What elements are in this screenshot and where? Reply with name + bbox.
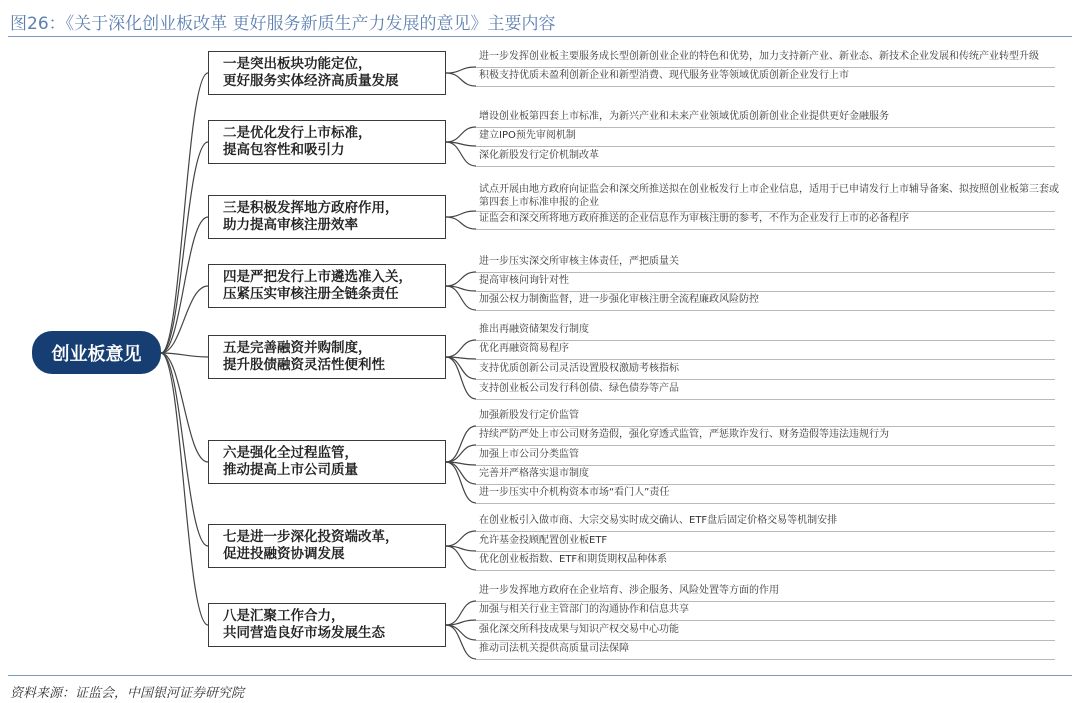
category-line-2: 提高包容性和吸引力 — [223, 142, 345, 158]
leaf-connector — [446, 625, 476, 640]
source-note: 资料来源：证监会，中国银河证券研究院 — [10, 686, 245, 701]
leaf-underline — [476, 166, 1055, 167]
bottom-divider — [8, 675, 1072, 676]
leaf-underline — [476, 86, 1055, 87]
leaf-item: 进一步压实深交所审核主体责任，严把质量关 — [479, 256, 679, 267]
category-line-1: 六是强化全过程监管， — [223, 445, 358, 461]
leaf-underline — [476, 340, 1055, 341]
root-connector — [161, 353, 208, 625]
category-line-2: 推动提高上市公司质量 — [223, 462, 358, 478]
leaf-underline — [476, 465, 1055, 466]
leaf-connector — [446, 67, 476, 73]
leaf-item: 深化新股发行定价机制改革 — [479, 150, 599, 161]
leaf-underline — [476, 67, 1055, 68]
category-line-1: 八是汇聚工作合力， — [223, 608, 345, 624]
leaf-item: 进一步发挥地方政府在企业培育、涉企服务、风险处置等方面的作用 — [479, 585, 779, 596]
leaf-connector — [446, 531, 476, 546]
leaf-item: 允许基金投顾配置创业板ETF — [479, 535, 608, 546]
leaf-underline — [476, 484, 1055, 485]
leaf-underline — [476, 551, 1055, 552]
category-line-1: 五是完善融资并购制度， — [223, 340, 372, 356]
leaf-item: 加强上市公司分类监管 — [479, 449, 579, 460]
root-connector — [161, 73, 208, 353]
leaf-connector — [446, 73, 476, 86]
leaf-underline — [476, 359, 1055, 360]
category-line-2: 压紧压实审核注册全链条责任 — [223, 286, 399, 302]
leaf-item: 完善并严格落实退市制度 — [479, 468, 589, 479]
root-connector — [161, 217, 208, 353]
leaf-item: 推动司法机关提供高质量司法保障 — [479, 643, 629, 654]
leaf-item: 试点开展由地方政府向证监会和深交所推送拟在创业板发行上市企业信息，适用于已申请发行上市辅导备案、拟按照创业板第三套或第四套上市标准申报的企业 — [479, 184, 1059, 208]
leaf-underline — [476, 426, 1055, 427]
leaf-connector — [446, 211, 476, 217]
leaf-item: 建立IPO预先审阅机制 — [479, 130, 576, 141]
leaf-underline — [476, 146, 1055, 147]
leaf-underline — [476, 229, 1055, 230]
leaf-underline — [476, 570, 1055, 571]
category-line-1: 二是优化发行上市标准， — [223, 125, 372, 141]
leaf-connector — [446, 625, 476, 659]
category-line-1: 一是突出板块功能定位， — [223, 56, 372, 72]
leaf-underline — [476, 659, 1055, 660]
category-node — [208, 264, 446, 308]
leaf-underline — [476, 620, 1055, 621]
category-line-2: 助力提高审核注册效率 — [223, 217, 358, 233]
leaf-underline — [476, 399, 1055, 400]
leaf-item: 加强新股发行定价监管 — [479, 410, 579, 421]
leaf-underline — [476, 127, 1055, 128]
leaf-item: 加强公权力制衡监督，进一步强化审核注册全流程廉政风险防控 — [479, 294, 759, 305]
root-connector — [161, 142, 208, 353]
category-node — [208, 524, 446, 568]
category-line-1: 四是严把发行上市遴选准入关， — [223, 269, 412, 285]
leaf-underline — [476, 310, 1055, 311]
leaf-item: 优化再融资简易程序 — [479, 343, 569, 354]
leaf-item: 进一步发挥创业板主要服务成长型创新创业企业的特色和优势，加力支持新产业、新业态、新技术企业发展和传统产业转型升级 — [479, 51, 1039, 62]
leaf-underline — [476, 503, 1055, 504]
leaf-underline — [476, 211, 1055, 212]
leaf-connector — [446, 601, 476, 625]
category-node — [208, 120, 446, 164]
leaf-item: 强化深交所科技成果与知识产权交易中心功能 — [479, 624, 679, 635]
leaf-connector — [446, 445, 476, 462]
leaf-connector — [446, 357, 476, 379]
leaf-underline — [476, 272, 1055, 273]
leaf-item: 积极支持优质未盈利创新企业和新型消费、现代服务业等领域优质创新企业发行上市 — [479, 70, 849, 81]
leaf-item: 支持创业板公司发行科创债、绿色债券等产品 — [479, 383, 679, 394]
leaf-underline — [476, 291, 1055, 292]
leaf-connector — [446, 340, 476, 357]
leaf-connector — [446, 426, 476, 462]
category-line-2: 提升股债融资灵活性便利性 — [223, 357, 385, 373]
leaf-item: 进一步压实中介机构资本市场“看门人”责任 — [479, 487, 670, 498]
leaf-item: 增设创业板第四套上市标准，为新兴产业和未来产业领域优质创新创业企业提供更好金融服务 — [479, 111, 889, 122]
category-node — [208, 195, 446, 239]
leaf-connector — [446, 286, 476, 310]
leaf-underline — [476, 640, 1055, 641]
leaf-item: 加强与相关行业主管部门的沟通协作和信息共享 — [479, 604, 689, 615]
leaf-item: 支持优质创新公司灵活设置股权激励考核指标 — [479, 363, 679, 374]
category-node — [208, 51, 446, 95]
leaf-connector — [446, 620, 476, 625]
category-node — [208, 603, 446, 647]
leaf-connector — [446, 462, 476, 503]
leaf-underline — [476, 531, 1055, 532]
category-node — [208, 440, 446, 484]
category-line-2: 共同营造良好市场发展生态 — [223, 625, 385, 641]
root-connector — [161, 353, 208, 357]
leaf-connector — [446, 546, 476, 570]
leaf-item: 提高审核问询针对性 — [479, 275, 569, 286]
leaf-item: 持续严防严处上市公司财务造假，强化穿透式监管，严惩欺诈发行、财务造假等违法违规行为 — [479, 429, 889, 440]
category-node — [208, 335, 446, 379]
leaf-underline — [476, 379, 1055, 380]
category-line-2: 促进投融资协调发展 — [223, 546, 345, 562]
root-connector — [161, 353, 208, 546]
leaf-connector — [446, 217, 476, 229]
leaf-underline — [476, 601, 1055, 602]
leaf-item: 推出再融资储架发行制度 — [479, 324, 589, 335]
leaf-item: 优化创业板指数、ETF和期货期权品种体系 — [479, 554, 668, 565]
category-line-1: 三是积极发挥地方政府作用， — [223, 200, 399, 216]
leaf-underline — [476, 445, 1055, 446]
leaf-connector — [446, 272, 476, 286]
root-node: 创业板意见 — [32, 331, 161, 374]
leaf-item: 在创业板引入做市商、大宗交易实时成交确认、ETF盘后固定价格交易等机制安排 — [479, 515, 838, 526]
category-line-2: 更好服务实体经济高质量发展 — [223, 73, 399, 89]
leaf-item: 证监会和深交所将地方政府推送的企业信息作为审核注册的参考，不作为企业发行上市的必备程序 — [479, 213, 909, 224]
leaf-connector — [446, 127, 476, 142]
figure-title: 图26：《关于深化创业板改革 更好服务新质生产力发展的意见》主要内容 — [10, 14, 556, 34]
category-line-1: 七是进一步深化投资端改革， — [223, 529, 399, 545]
root-connector — [161, 353, 208, 462]
